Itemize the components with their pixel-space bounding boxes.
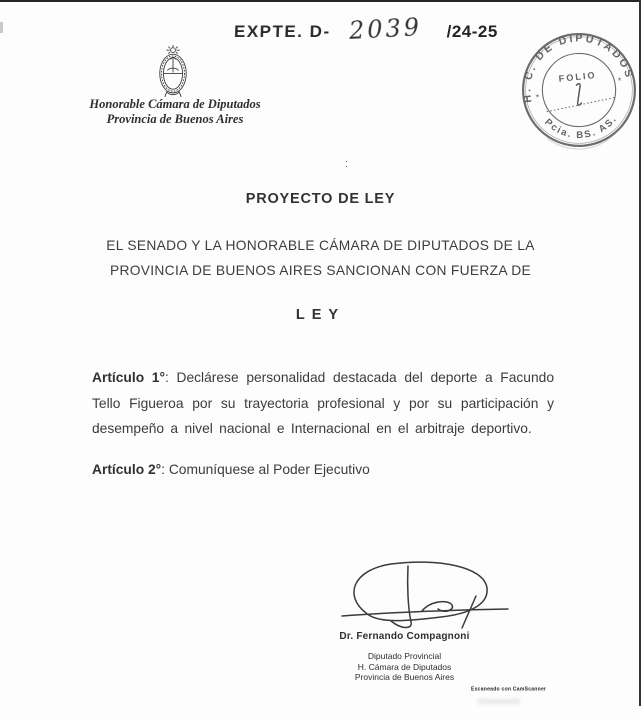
expediente-number-handwritten: 2039 — [348, 13, 423, 45]
preamble — [0, 233, 641, 283]
handwritten-signature — [336, 558, 511, 632]
argentina-coat-of-arms-icon — [152, 43, 194, 100]
stamp-arc-top-text: H. C. DE DIPUTADOS — [521, 32, 636, 104]
stamp-folio-label: FOLIO — [558, 69, 598, 84]
signer-title-2: H. Cámara de Diputados — [357, 661, 452, 672]
document-title: PROYECTO DE LEY — [245, 191, 396, 207]
article-2-body: : Comuníquese al Poder Ejecutivo — [161, 462, 370, 477]
article-1-body: : Declárese personalidad destacada del deporte a Facundo Tello Figueroa por su trayectoria profesional y por su participación y desempeño a nivel nacional e Internacional en el arbitraje deportivo. — [92, 370, 554, 436]
folio-stamp — [518, 27, 640, 153]
stamp-folio-number-handwritten — [576, 84, 583, 106]
preamble-line1: EL SENADO Y LA HONORABLE CÁMARA DE DIPUTADOS DE LA — [106, 238, 535, 253]
scan-artifact — [0, 22, 3, 33]
expediente-header — [234, 15, 498, 43]
article-1-label: Artículo 1° — [92, 370, 165, 385]
scan-artifact — [478, 699, 520, 704]
signer-title-3: Provincia de Buenos Aires — [354, 672, 455, 682]
letterhead — [70, 97, 280, 127]
article-2 — [92, 457, 554, 483]
scanner-watermark: Escaneado con CamScanner — [471, 686, 547, 692]
letterhead-province: Provincia de Buenos Aires — [106, 112, 244, 126]
scan-edge-top — [0, 0, 641, 2]
article-2-label: Artículo 2° — [92, 462, 162, 477]
signer-title-1: Diputado Provincial — [367, 651, 442, 661]
signature-block — [322, 631, 487, 683]
ink-mark: : — [345, 158, 349, 170]
stamp-arc-bottom-text: Pcia. BS. AS. — [542, 113, 620, 142]
letterhead-org: Honorable Cámara de Diputados — [89, 97, 261, 111]
law-heading: LEY — [295, 307, 346, 323]
article-1 — [92, 365, 554, 442]
stamp-star-right: * — [617, 75, 622, 86]
signer-name: Dr. Fernando Compagnoni — [339, 631, 470, 642]
expediente-session: /24-25 — [446, 22, 498, 41]
stamp-star-left: * — [535, 92, 540, 103]
expediente-label: EXPTE. D- — [233, 22, 331, 41]
preamble-line2: PROVINCIA DE BUENOS AIRES SANCIONAN CON FUERZA DE — [109, 263, 532, 278]
